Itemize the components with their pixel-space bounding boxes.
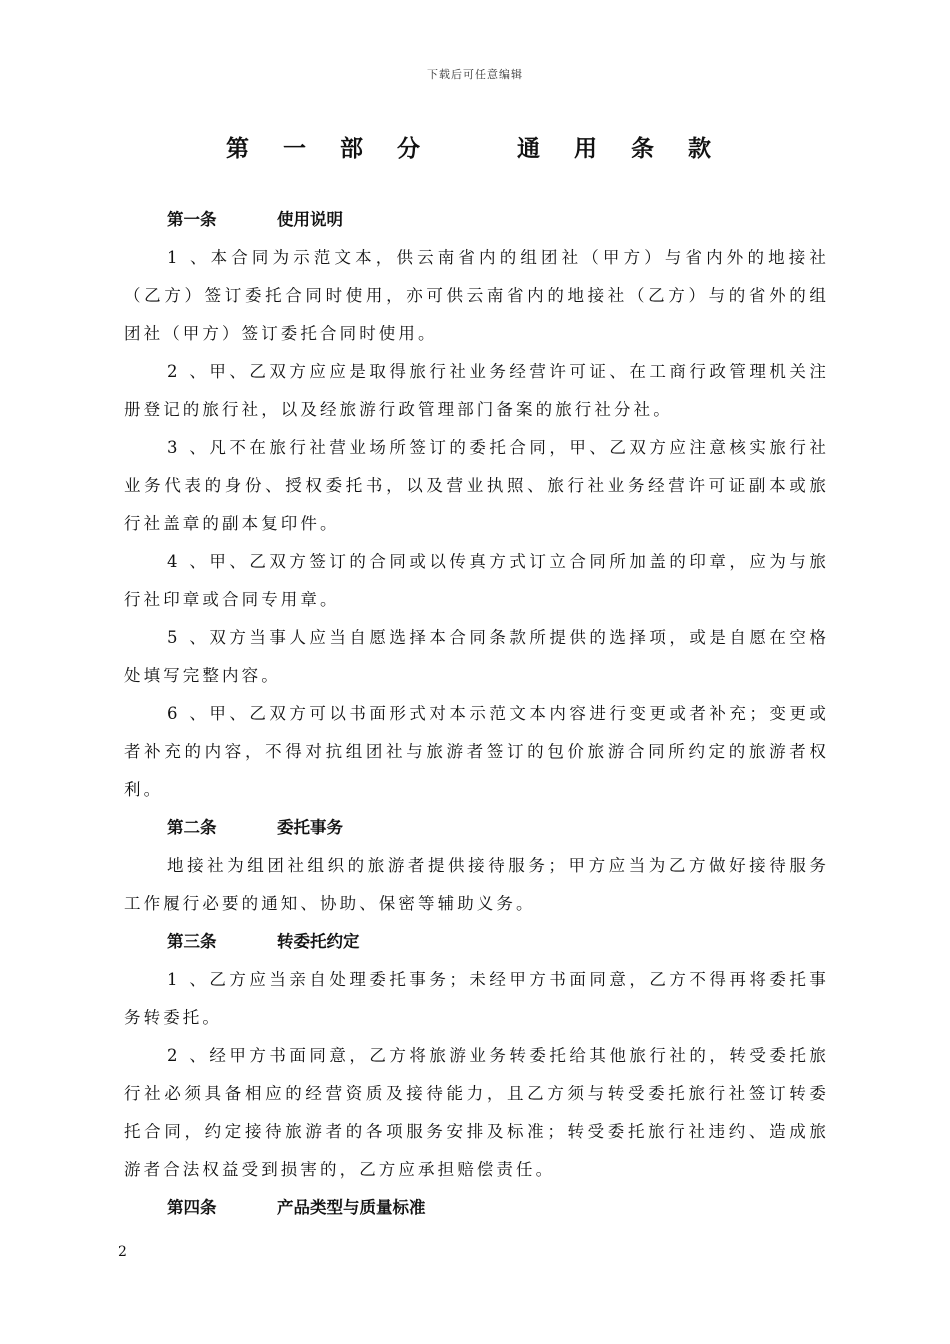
paragraph: 1 、乙方应当亲自处理委托事务；未经甲方书面同意，乙方不得再将委托事务转委托。	[124, 970, 829, 1027]
paragraph: 6 、甲、乙双方可以书面形式对本示范文本内容进行变更或者补充；变更或者补充的内容，不得对抗组团社与旅游者签订的包价旅游合同所约定的旅游者权利。	[124, 704, 829, 799]
article-heading	[124, 809, 829, 847]
page-number: 2	[118, 1244, 127, 1260]
article-number: 第一条	[167, 210, 217, 229]
article-heading	[124, 1189, 829, 1227]
paragraph: 1 、本合同为示范文本，供云南省内的组团社（甲方）与省内外的地接社（乙方）签订委托合同时使用，亦可供云南省内的地接社（乙方）与的省外的组团社（甲方）签订委托合同时使用。	[124, 248, 829, 343]
article-number: 第四条	[167, 1198, 217, 1217]
paragraph: 4 、甲、乙双方签订的合同或以传真方式订立合同所加盖的印章，应为与旅行社印章或合同专用章。	[124, 552, 829, 609]
page-header: 下载后可任意编辑	[427, 68, 523, 81]
page-title: 第 一 部 分 通 用 条 款	[225, 136, 725, 162]
article-title: 转委托约定	[277, 932, 360, 951]
article-title: 使用说明	[277, 210, 343, 229]
paragraph: 3 、凡不在旅行社营业场所签订的委托合同，甲、乙双方应注意核实旅行社业务代表的身份、授权委托书，以及营业执照、旅行社业务经营许可证副本或旅行社盖章的副本复印件。	[124, 438, 829, 533]
article-title: 委托事务	[277, 818, 343, 837]
article-heading	[124, 923, 829, 961]
paragraph: 2 、甲、乙双方应应是取得旅行社业务经营许可证、在工商行政管理机关注册登记的旅行社，以及经旅游行政管理部门备案的旅行社分社。	[124, 362, 829, 419]
article-number: 第三条	[167, 932, 217, 951]
paragraph: 2 、经甲方书面同意，乙方将旅游业务转委托给其他旅行社的，转受委托旅行社必须具备相应的经营资质及接待能力，且乙方须与转受委托旅行社签订转委托合同，约定接待旅游者的各项服务安排及标准；转受委托旅行社违约、造成旅游者合法权益受到损害的，乙方应承担赔偿责任。	[124, 1046, 829, 1179]
article-number: 第二条	[167, 818, 217, 837]
paragraph: 地接社为组团社组织的旅游者提供接待服务；甲方应当为乙方做好接待服务工作履行必要的通知、协助、保密等辅助义务。	[124, 856, 829, 913]
paragraph: 5 、双方当事人应当自愿选择本合同条款所提供的选择项，或是自愿在空格处填写完整内容。	[124, 628, 829, 685]
article-title: 产品类型与质量标准	[277, 1198, 426, 1217]
document-body	[124, 201, 829, 1227]
article-heading	[124, 201, 829, 239]
